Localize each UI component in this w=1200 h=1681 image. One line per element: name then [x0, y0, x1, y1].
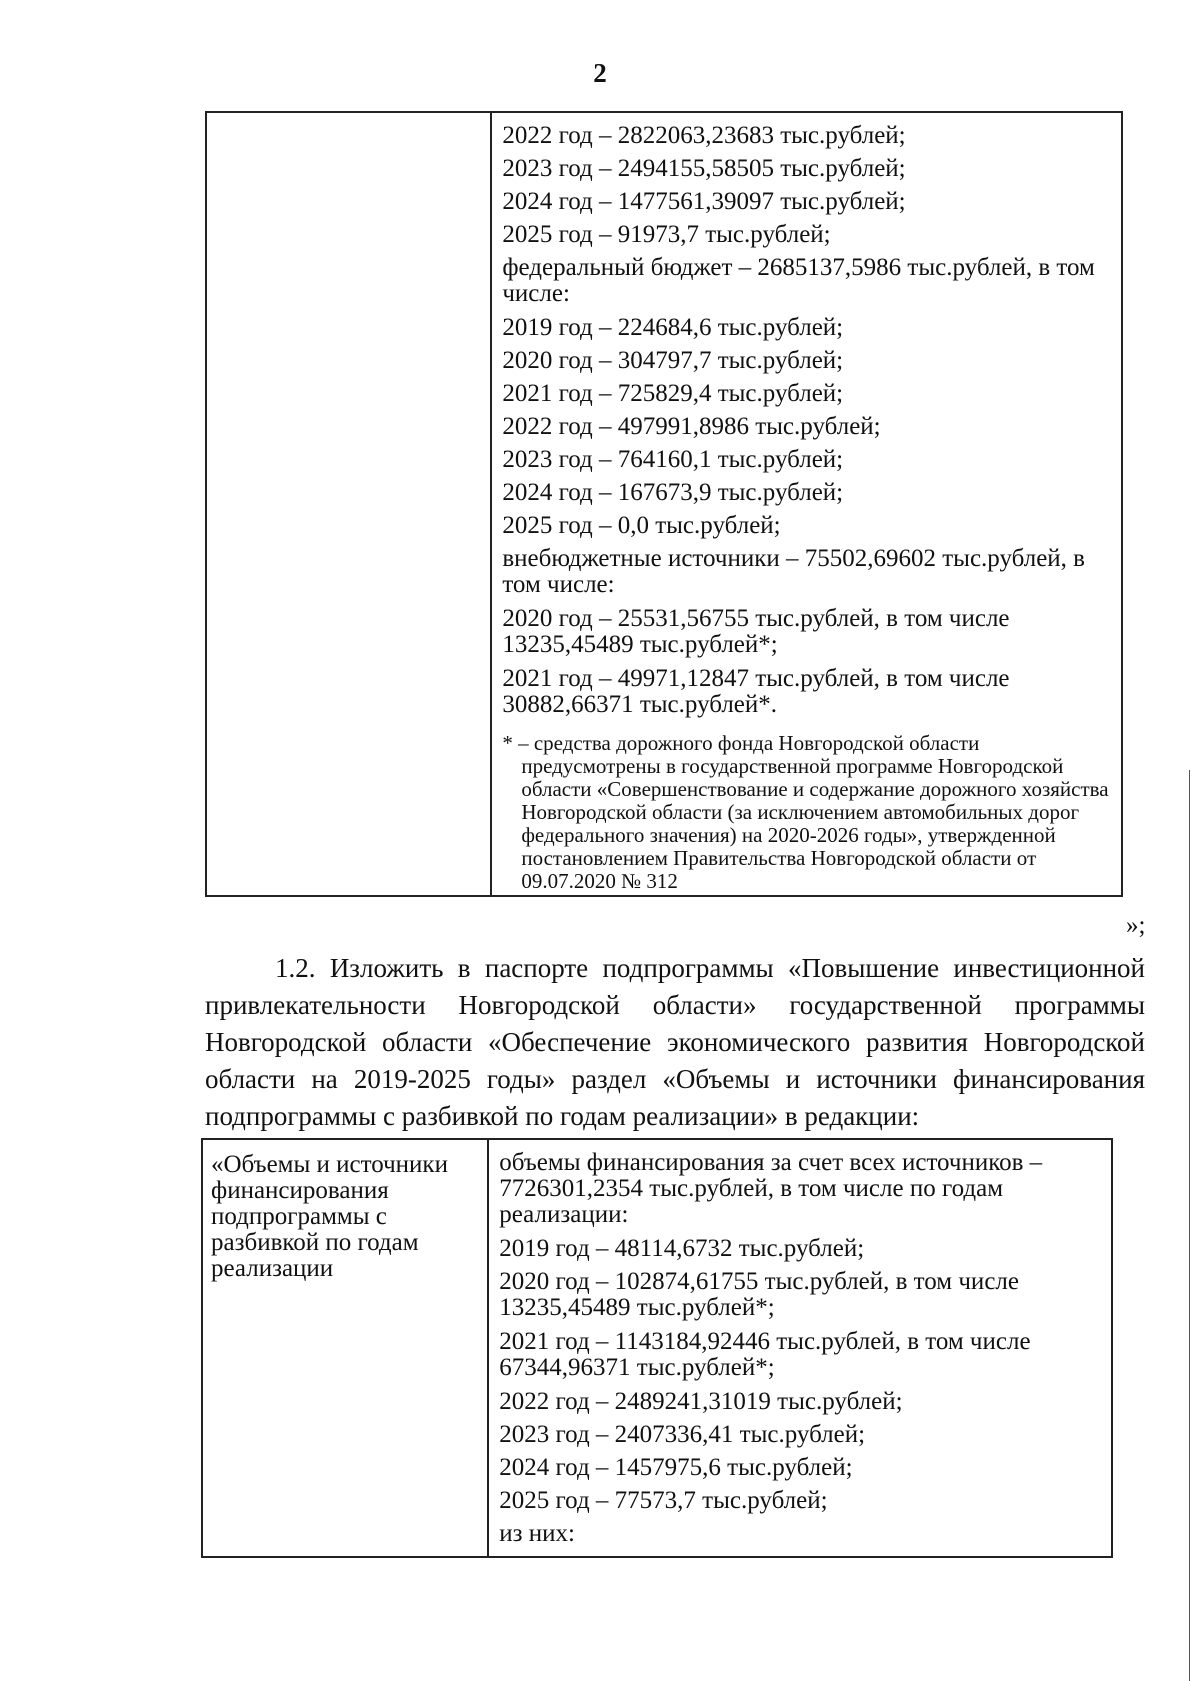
table1-line: 2020 год – 304797,7 тыс.рублей; [502, 347, 844, 374]
paragraph-text: 1.2. Изложить в паспорте подпрограммы «Повышение инвестиционной привлекательности Новгородской области» государственной программы Новгородской области «Обеспечение экономического развития Новгородской области на 2019-2025 годы» раздел «Объемы и источники финансирования подпрограммы с разбивкой по годам реализации» в редакции: [205, 953, 1145, 1131]
table1-footnote: * – средства дорожного фонда Новгородской области предусмотрены в государственной программе Новгородской области «Совершенствование и содержание дорожного хозяйства Новгородской области (за исключением автомобильных дорог федерального значения) на 2020-2026 годы», утвержденной постановлением Правительства Новгородской области от 09.07.2020 № 312 [502, 731, 1109, 893]
table1-line: 2019 год – 224684,6 тыс.рублей; [502, 314, 844, 341]
table2-line: из них: [499, 1520, 575, 1547]
table2-line: 2025 год – 77573,7 тыс.рублей; [499, 1487, 828, 1514]
table1-line: 2022 год – 2822063,23683 тыс.рублей; [502, 122, 906, 149]
table1-left-cell [206, 112, 491, 896]
table1-line: федеральный бюджет – 2685137,5986 тыс.рублей, в том числе: [502, 254, 1095, 307]
table1-line: 2025 год – 0,0 тыс.рублей; [502, 512, 781, 539]
table2-line: 2020 год – 102874,61755 тыс.рублей, в том числе 13235,45489 тыс.рублей*; [499, 1268, 1019, 1321]
scan-edge-line [1189, 770, 1190, 1681]
table1-line: 2024 год – 167673,9 тыс.рублей; [502, 479, 844, 506]
table2-section-label: «Объемы и источники финансирования подпрограммы с разбивкой по годам реализации [211, 1151, 448, 1282]
table1-line: 2023 год – 2494155,58505 тыс.рублей; [502, 155, 906, 182]
table2-line: 2024 год – 1457975,6 тыс.рублей; [499, 1454, 853, 1481]
closing-quote: »; [1126, 912, 1146, 939]
financing-table-continued [205, 111, 1123, 897]
table1-line: 2020 год – 25531,56755 тыс.рублей, в том числе 13235,45489 тыс.рублей*; [502, 605, 1010, 658]
financing-table-new [201, 1138, 1113, 1558]
table1-right-cell [491, 112, 1122, 896]
table2-line: 2023 год – 2407336,41 тыс.рублей; [499, 1421, 866, 1448]
page-number: 2 [593, 58, 607, 88]
table1-line: внебюджетные источники – 75502,69602 тыс.рублей, в том числе: [502, 545, 1085, 598]
table1-line: 2022 год – 497991,8986 тыс.рублей; [502, 413, 881, 440]
table1-line: 2023 год – 764160,1 тыс.рублей; [502, 446, 844, 473]
amendment-paragraph [205, 950, 1145, 1135]
table1-line: 2021 год – 49971,12847 тыс.рублей, в том числе 30882,66371 тыс.рублей*. [502, 665, 1010, 718]
table2-line: 2019 год – 48114,6732 тыс.рублей; [499, 1235, 865, 1262]
table1-line: 2025 год – 91973,7 тыс.рублей; [502, 221, 831, 248]
table2-right-cell [488, 1139, 1112, 1557]
table1-line: 2021 год – 725829,4 тыс.рублей; [502, 380, 844, 407]
table2-line: 2022 год – 2489241,31019 тыс.рублей; [499, 1388, 903, 1415]
table2-left-cell [202, 1139, 488, 1557]
table2-line: объемы финансирования за счет всех источников – 7726301,2354 тыс.рублей, в том числе по годам реализации: [499, 1149, 1043, 1228]
table2-line: 2021 год – 1143184,92446 тыс.рублей, в том числе 67344,96371 тыс.рублей*; [499, 1328, 1031, 1381]
table1-line: 2024 год – 1477561,39097 тыс.рублей; [502, 188, 906, 215]
